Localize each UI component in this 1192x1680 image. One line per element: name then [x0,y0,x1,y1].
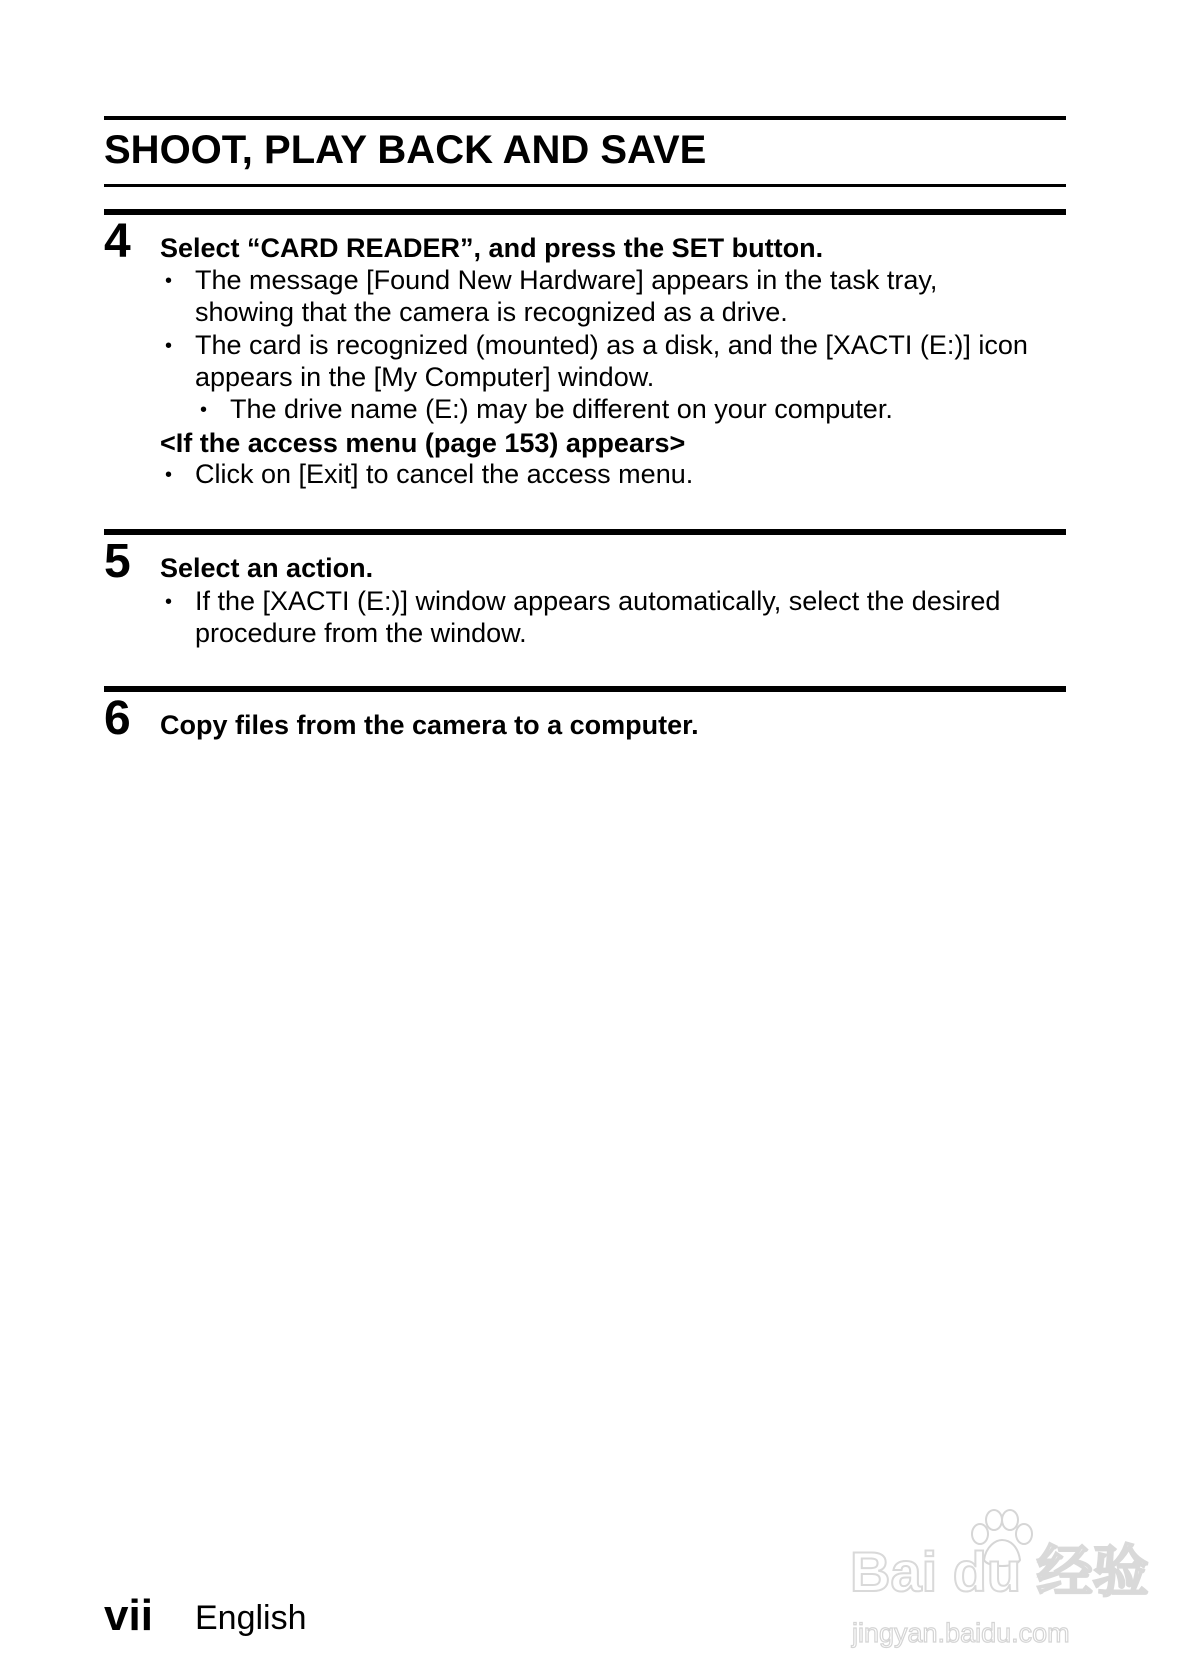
bullet-glyph: • [165,464,173,486]
step-4-bullet-2-line-1: The card is recognized (mounted) as a disk, and the [XACTI (E:)] icon [195,330,1028,360]
step-4-bullet-1-line-2: showing that the camera is recognized as a drive. [195,297,788,327]
step-6-number: 6 [104,692,131,745]
page-number: vii [104,1591,153,1640]
step-5-bullet-line-2: procedure from the window. [195,618,527,648]
step-6-title: Copy files from the camera to a computer. [160,710,699,740]
step-5-number: 5 [104,535,131,588]
step-5-title: Select an action. [160,553,374,583]
step-4-bullet-1-line-1: The message [Found New Hardware] appears in the task tray, [195,265,938,295]
bullet-glyph: • [165,591,173,613]
bullet-glyph: • [165,335,173,357]
access-menu-subheading: <If the access menu (page 153) appears> [160,428,686,458]
bullet-glyph: • [200,399,208,421]
step-4-rule [104,209,1066,215]
watermark-url: jingyan.baidu.com [852,1618,1070,1648]
step-5-rule [104,529,1066,535]
baidu-watermark [850,1508,1150,1658]
bullet-glyph: • [165,270,173,292]
step-4-number: 4 [104,215,131,268]
step-4-bullet-2-line-2: appears in the [My Computer] window. [195,362,655,392]
step-6-rule [104,686,1066,692]
access-menu-bullet: Click on [Exit] to cancel the access menu. [195,459,694,489]
footer-language: English [195,1599,307,1637]
header-bottom-rule [104,184,1066,187]
header-top-rule [104,116,1066,120]
step-4-title: Select “CARD READER”, and press the SET button. [160,233,824,263]
page-title: SHOOT, PLAY BACK AND SAVE [104,128,707,172]
step-5-bullet-line-1: If the [XACTI (E:)] window appears automatically, select the desired [195,586,1001,616]
watermark-logo: Bai du 经验 [850,1540,1149,1603]
step-4-sub-bullet: The drive name (E:) may be different on your computer. [230,394,893,424]
